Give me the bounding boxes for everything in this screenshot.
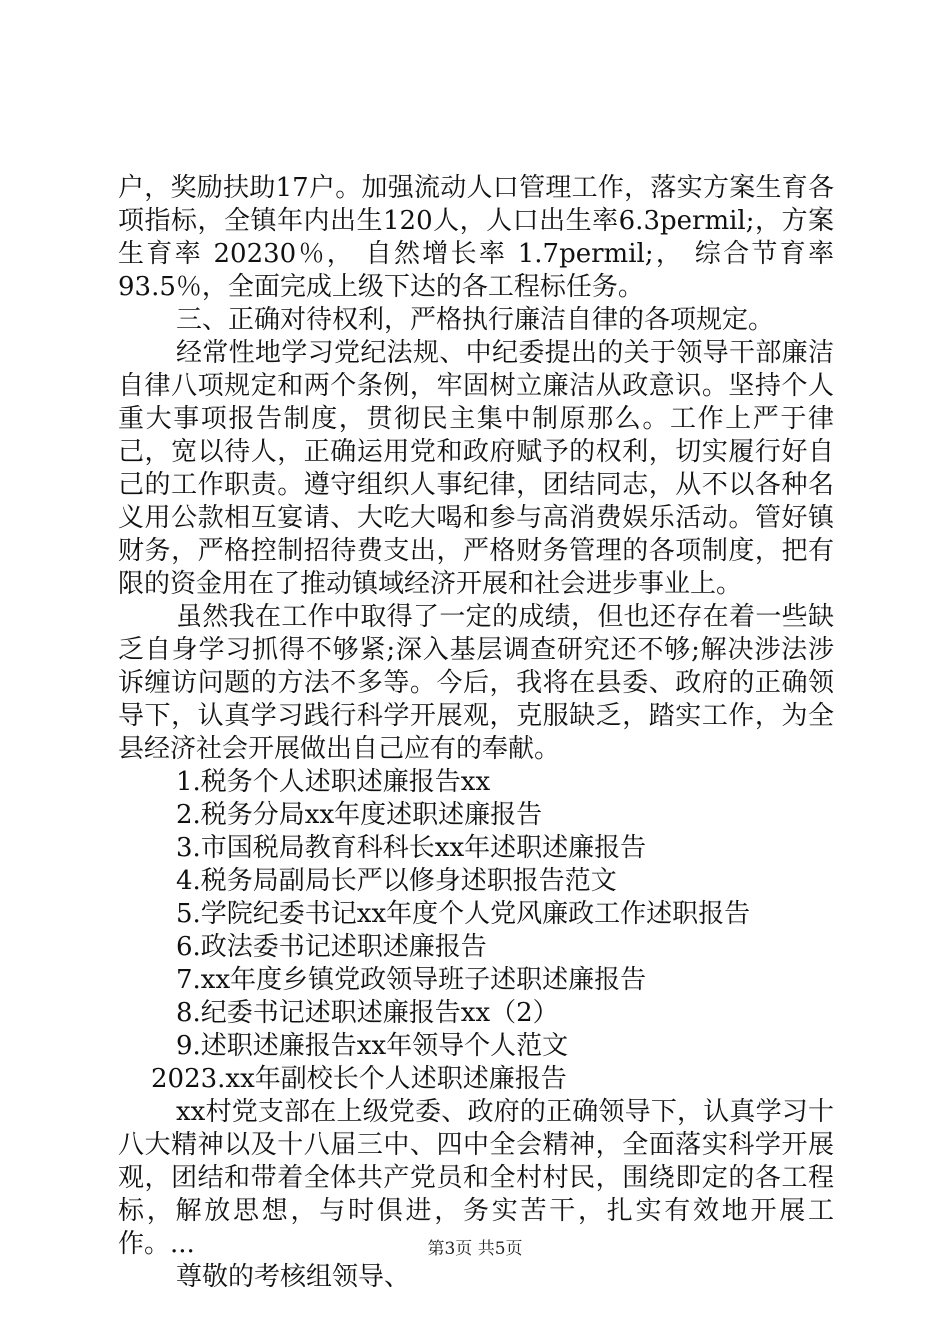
section-heading-integrity: 三、正确对待权利，严格执行廉洁自律的各项规定。 xyxy=(176,305,775,335)
list-item-last: 2023.xx年副校长个人述职述廉报告 xyxy=(151,1064,567,1094)
paragraph-population-stats: 户，奖励扶助17户。加强流动人口管理工作，落实方案生育各项指标，全镇年内出生120人，人口出生率6.3permil;，方案生育率 20230％， 自然增长率 1.7permil;， 综合节育率93.5％，全面完成上级下达的各工程标任务。 xyxy=(118,173,834,302)
list-item: 8.纪委书记述职述廉报告xx（2） xyxy=(176,998,559,1028)
list-item: 4.税务局副局长严以修身述职报告范文 xyxy=(176,866,617,896)
list-item: 6.政法委书记述职述廉报告 xyxy=(176,932,487,962)
list-item: 7.xx年度乡镇党政领导班子述职述廉报告 xyxy=(176,965,647,995)
list-item: 2.税务分局xx年度述职述廉报告 xyxy=(176,800,543,830)
page-footer: 第3页 共5页 xyxy=(427,1239,523,1259)
paragraph-integrity: 经常性地学习党纪法规、中纪委提出的关于领导干部廉洁自律八项规定和两个条例，牢固树立廉洁从政意识。坚持个人重大事项报告制度，贯彻民主集中制原那么。工作上严于律己，宽以待人，正确运用党和政府赋予的权利，切实履行好自己的工作职责。遵守组织人事纪律，团结同志，从不以各种名义用公款相互宴请、大吃大喝和参与高消费娱乐活动。管好镇财务，严格控制招待费支出，严格财务管理的各项制度，把有限的资金用在了推动镇域经济开展和社会进步事业上。 xyxy=(118,338,834,599)
list-item: 5.学院纪委书记xx年度个人党风廉政工作述职报告 xyxy=(176,899,751,929)
list-item: 1.税务个人述职述廉报告xx xyxy=(176,767,491,797)
paragraph-shortcomings: 虽然我在工作中取得了一定的成绩，但也还存在着一些缺乏自身学习抓得不够紧;深入基层调查研究还不够;解决涉法涉诉缠访问题的方法不多等。今后，我将在县委、政府的正确领导下，认真学习践行科学开展观，克服缺乏，踏实工作，为全县经济社会开展做出自己应有的奉献。 xyxy=(118,602,834,764)
paragraph-salutation: 尊敬的考核组领导、 xyxy=(176,1262,411,1292)
related-reports-list xyxy=(118,766,834,1096)
list-item: 3.市国税局教育科科长xx年述职述廉报告 xyxy=(176,833,647,863)
list-item: 9.述职述廉报告xx年领导个人范文 xyxy=(176,1031,569,1061)
paragraph-village-branch: xx村党支部在上级党委、政府的正确领导下，认真学习十八大精神以及十八届三中、四中全会精神，全面落实科学开展观，团结和带着全体共产党员和全村村民，围绕即定的各工程标，解放思想，与时俱进，务实苦干，扎实有效地开展工作。... xyxy=(118,1097,834,1259)
document-body xyxy=(118,172,834,1294)
